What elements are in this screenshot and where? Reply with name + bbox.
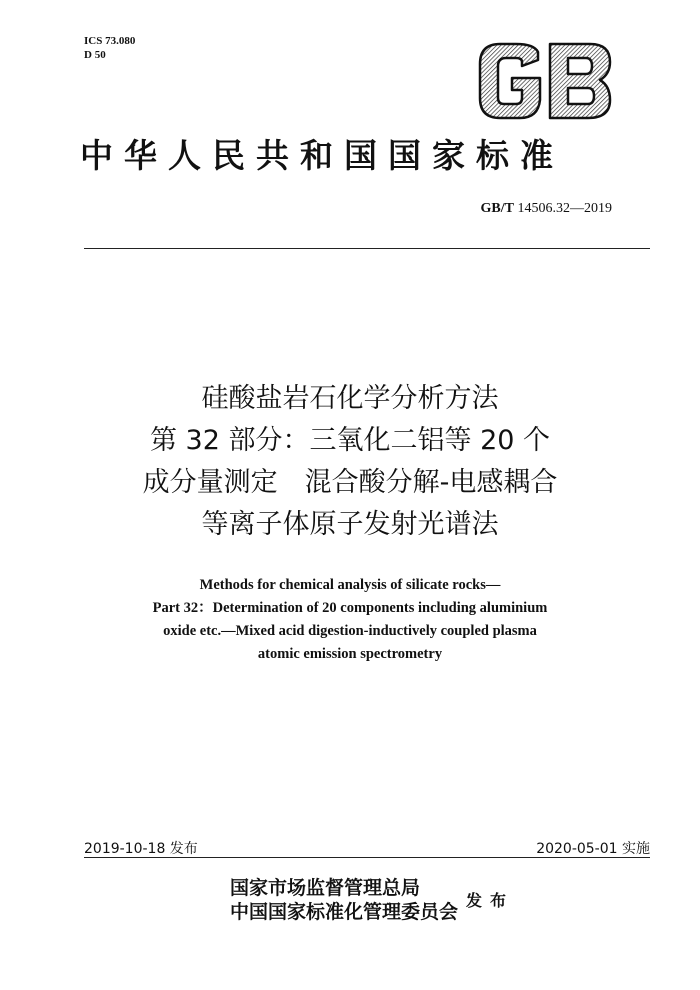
national-standard-heading: 中华人民共和国国家标准: [80, 136, 564, 175]
release-date: 2019-10-18 发布: [84, 841, 198, 857]
title-cn-line: 硅酸盐岩石化学分析方法: [201, 383, 499, 414]
standard-code-number: 14506.32—2019: [517, 201, 612, 216]
title-en-line: atomic emission spectrometry: [257, 646, 443, 662]
issuer-samr: 国家市场监督管理总局: [230, 877, 421, 899]
title-cn-line: 成分量测定 混合酸分解-电感耦合: [142, 467, 558, 498]
title-en-line: Methods for chemical analysis of silicate rocks—: [199, 577, 501, 593]
title-cn-line: 等离子体原子发射光谱法: [201, 509, 499, 540]
implement-date: 2020-05-01 实施: [536, 841, 650, 857]
issuer-sac: 中国国家标准化管理委员会: [230, 901, 459, 923]
ics-code: ICS 73.080: [84, 35, 136, 47]
standard-code-prefix: GB/T: [480, 201, 514, 216]
title-en-line: Part 32：Determination of 20 components including aluminium: [152, 600, 548, 616]
standard-code: [481, 201, 612, 217]
title-en-line: oxide etc.—Mixed acid digestion-inductively coupled plasma: [163, 623, 537, 639]
top-divider: [84, 248, 650, 249]
bottom-divider: [84, 857, 650, 858]
gb-logo-icon: [476, 40, 614, 122]
title-cn-line: 第 32 部分：三氧化二铝等 20 个: [149, 425, 551, 456]
classification-codes: [84, 34, 135, 62]
issuing-authorities: [230, 876, 458, 924]
title-chinese: [0, 378, 700, 546]
issue-label: 发布: [466, 891, 515, 910]
ccs-code: D 50: [84, 49, 106, 61]
title-english: [0, 574, 700, 666]
